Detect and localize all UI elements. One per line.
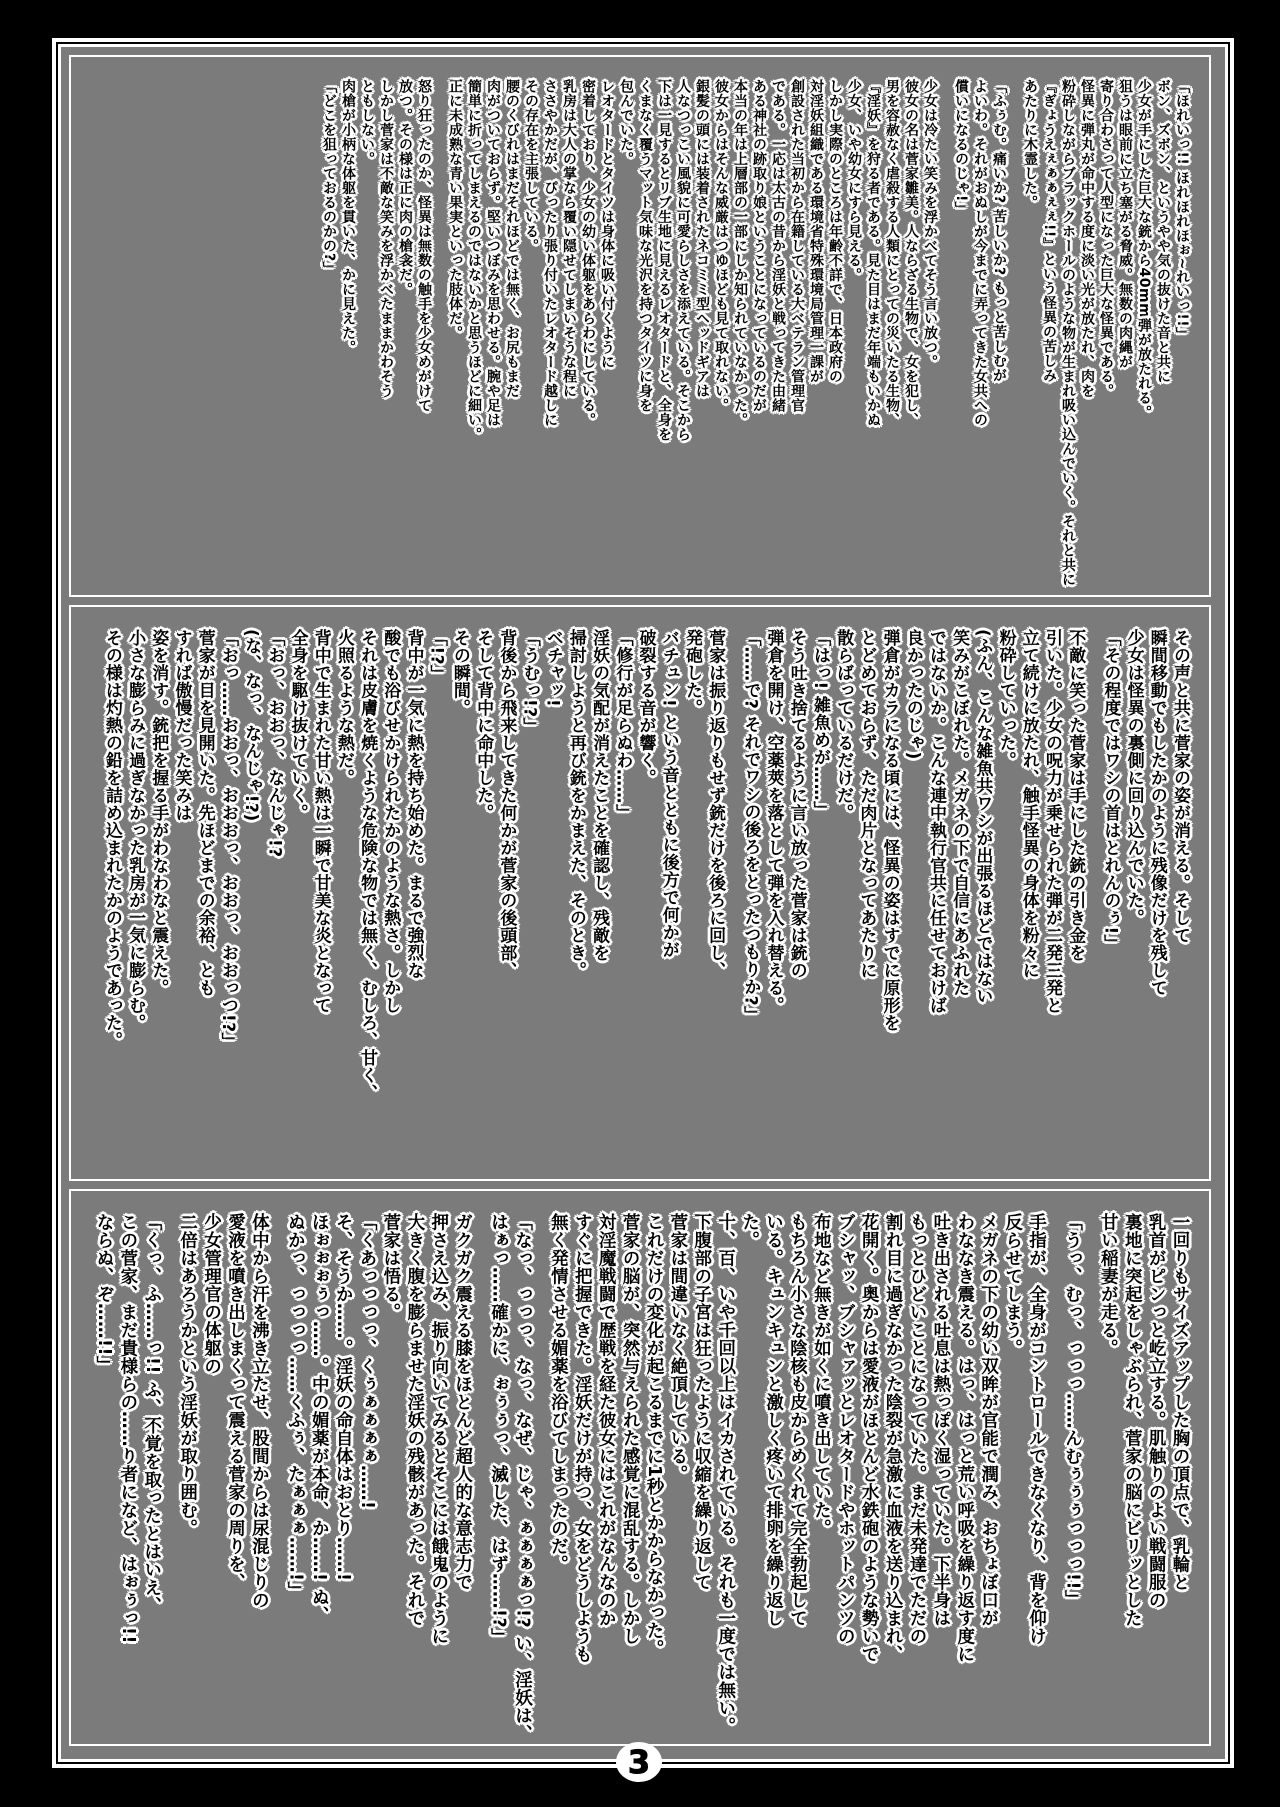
text-line: ぬかっ、っっっっ……くふぅ、たぁぁぁ……!」	[285, 1213, 306, 1600]
text-line: 銀髪の頭には装着されたネコミミ型ヘッドギアは	[694, 79, 710, 398]
text-line: 対淫魔戦闘で歴戦を経た彼女にはこれがなんなのか	[596, 1213, 617, 1627]
text-line: 男を容赦なく虐殺する人類にとっての災いたる生物、	[884, 79, 900, 427]
text-line: 少女は怪異の裏側に回り込んでいた。	[1123, 629, 1144, 927]
text-line: 姿を消す。銃把を握る手がわなわなと震えた。	[148, 629, 169, 997]
text-line: 散らばっているだけだ。	[833, 629, 854, 822]
text-line: ほぉぉぉぅっ……。中の媚薬が本命、か……! ぬ、	[309, 1213, 330, 1625]
text-line: 下は一見するとリブ生地に見えるレオタードと、全身を	[656, 79, 672, 442]
text-line: 花開く。奥からは愛液がほとんど水鉄砲のような勢いで	[859, 1213, 880, 1663]
paragraph-gap	[1008, 79, 1020, 581]
text-panel-bottom	[69, 1189, 1211, 1746]
text-line: 菅家は悟る。	[380, 1213, 401, 1321]
text-line: その様は灼熱の鉛を詰め込まれたかのようであった。	[101, 629, 122, 1049]
text-line: 愛液を噴き出しまくって震える菅家の周りを、	[225, 1213, 246, 1591]
text-line: 「……で? それでワシの後ろをとったつもりか?」	[740, 629, 761, 1024]
text-line: 布地など無きが如くに噴き出していた。	[811, 1213, 832, 1537]
text-line: 背中で生まれた甘い熱は一瞬で甘美な炎となって	[310, 629, 331, 1014]
text-line: 本当の年は上層部の一部にしか知られていなかった。	[732, 79, 748, 427]
text-line: レオタードとタイツは身体に吸い付くように	[599, 79, 615, 369]
text-line: 人なつっこい風貌に可愛らしさを添えている。そこから	[675, 79, 691, 442]
text-line: 菅家が目を見開いた。先ほどまでの余裕、とも	[194, 629, 215, 997]
text-line: ささやかだが、ぴったり張り付いたレオタード越しに	[542, 79, 558, 427]
text-line: しかし実際のところは年齢不詳で、日本政府の	[827, 79, 843, 384]
text-line: ボン、ズボン、というやや気の抜けた音と共に	[1155, 79, 1171, 384]
text-line: 一回りもサイズアップした胸の頂点で、乳輪と	[1170, 1213, 1190, 1591]
text-line: 怒り狂ったのか、怪異は無数の触手を少女めがけて	[416, 79, 432, 413]
text-line: 対淫妖組織である環境省特殊環境局管理一課が	[808, 79, 824, 384]
text-line: 放つ。その様は正に肉の槍衾だ。	[397, 79, 413, 297]
text-line: ブシャッ、ブシャァッとレオタードやホットパンツの	[835, 1213, 856, 1645]
text-line: 「修行が足らぬわ……」	[612, 629, 633, 822]
text-line: 手指が、全身がコントロールできなくなり、背を仰け	[1026, 1213, 1047, 1645]
paragraph-gap	[474, 1213, 486, 1730]
text-line: 発砲した。	[681, 629, 702, 717]
text-line: 破裂する音が響く。	[635, 629, 656, 787]
text-line: この菅家、まだ貴様らの……り者になど、はぉぅっ!!	[117, 1213, 138, 1644]
text-line: その存在を主張している。	[523, 79, 539, 253]
text-line: (な、なっ、なんじゃ!?)	[241, 629, 262, 822]
text-line: そ、そうか……。淫妖の命自体はおとり……!	[333, 1213, 354, 1582]
text-line: もっとひどいことになっていた。まだ未発達でただの	[906, 1213, 927, 1645]
text-line: そして背中に命中した。	[473, 629, 494, 822]
text-panel-middle	[69, 605, 1211, 1181]
text-line: 良かったのじゃ)	[902, 629, 923, 760]
text-line: た。	[739, 1213, 760, 1249]
text-line: 「うっ、むっ、っっっ……んむぅぅぅっっっ!!」	[1062, 1213, 1083, 1608]
text-line: 「なっ、っっっ、なっ、なぜ、じゃ、ぁぁぁぁっ!? い、淫妖は、	[512, 1213, 533, 1743]
text-line: ベチャッ!	[542, 629, 563, 708]
text-line: 掃討しようと再び銃をかまえた、そのとき。	[565, 629, 586, 979]
text-line: 「おっ……おおっ、おおおっ、おおっ、おおっつ!?」	[217, 629, 238, 1051]
text-line: その瞬間。	[449, 629, 470, 717]
page-number: 3	[616, 1742, 662, 1782]
text-line: くまなく覆うマット気味な光沢を持つタイツに身を	[637, 79, 653, 413]
text-line: 正に未成熟な青い果実といった肢体だ。	[447, 79, 463, 340]
text-line: 肉がついておらず。堅いつぼみを思わせる。腕や足は	[485, 79, 501, 427]
text-line: 少女管理官の体躯の	[201, 1213, 222, 1375]
panel-text	[71, 607, 1209, 1179]
text-line: 全身を駆け抜けていく。	[287, 629, 308, 822]
text-line: 淫妖の気配が消えたことを確認し、残敵を	[589, 629, 610, 962]
text-line: 体中から汗を沸き立たせ、股間からは尿混じりの	[249, 1213, 270, 1609]
text-line: 大きく腹を膨らませた淫妖の残骸があった。それで	[404, 1213, 425, 1627]
panel-text	[71, 57, 1209, 595]
text-line: 「おっ、おおっ、なんじゃ!?	[264, 629, 285, 858]
text-line: 粉砕していった。	[995, 629, 1016, 769]
text-line: 少女、いや幼女にすら見える。	[846, 79, 862, 282]
text-line: 乳房は大人の掌なら覆い隠せてしまいそうな程に	[561, 79, 577, 398]
text-line: 乳首がピンっと屹立する。肌触りのよい戦闘服の	[1146, 1213, 1167, 1609]
paragraph-gap	[533, 1213, 545, 1730]
text-line: 腰のくびれはまだそれほどでは無く、お尻もまだ	[504, 79, 520, 398]
text-line: 二倍はあろうかという淫妖が取り囲む。	[177, 1213, 198, 1537]
text-line: バチュン! という音とともに後方で何かが	[658, 629, 679, 959]
text-line: 背後から飛来してきた何かが菅家の後頭部、	[496, 629, 517, 979]
text-line: その声と共に菅家の姿が消える。そして	[1170, 629, 1190, 944]
text-line: ではないか。こんな連中執行官共に任せておけば	[925, 629, 946, 1014]
text-line: 「うむっ!?」	[519, 629, 540, 736]
text-line: 償いになるのじゃ!」	[953, 79, 969, 217]
paragraph-gap	[1083, 1213, 1095, 1730]
text-line: ならぬ、ぞ……!!」	[93, 1213, 114, 1374]
text-line: 菅家の脳が、突然与えられた感覚に混乱する。しかし	[620, 1213, 641, 1645]
text-line: 酸でも浴びせかけられたかのような熱さ。しかし	[380, 629, 401, 1014]
manga-page	[58, 44, 1228, 1762]
text-line: メガネの下の幼い双眸が官能で潤み、おちょぼ口が	[978, 1213, 999, 1627]
text-line: 「!?」	[426, 629, 447, 683]
text-line: 少女は冷たい笑みを浮かべてそう言い放つ。	[922, 79, 938, 369]
text-line: 菅家は振り返りもせず銃だけを後ろに回し、	[705, 629, 726, 979]
text-line: 吐き出される吐息は熱っぽく湿っていた。下半身は	[930, 1213, 951, 1627]
panel-text	[71, 1191, 1209, 1744]
text-line: 裏地に突起をしゃぶられ、菅家の脳にビリッとした	[1122, 1213, 1143, 1627]
text-line: 『淫妖』を狩る者である。見た目はまだ年端もいかぬ	[865, 79, 881, 427]
text-line: 引いた。少女の呪力が乗せられた弾が二発三発と	[1041, 629, 1062, 1014]
paragraph-gap	[726, 629, 738, 1165]
text-line: 弾倉がカラになる頃には、怪異の姿はすでに原形を	[879, 629, 900, 1032]
text-line: 不敵に笑った菅家は手にした銃の引き金を	[1065, 629, 1086, 962]
text-panel-top	[69, 55, 1211, 597]
text-line: 「その程度ではワシの首はとれんのぅ!」	[1100, 629, 1121, 953]
text-line: 「くっ、ふ……っ!! ふ、不覚を取ったとはいえ、	[141, 1213, 162, 1615]
text-line: 割れ目に過ぎなかった陰裂が急激に血液を送り込まれ、	[883, 1213, 904, 1663]
paragraph-gap	[1047, 1213, 1059, 1730]
text-line: 瞬間移動でもしたかのように残像だけを残して	[1146, 629, 1167, 997]
text-line: 「はっ! 雑魚めが……」	[809, 629, 830, 819]
paragraph-gap	[1086, 629, 1098, 1165]
text-line: 立て続けに放たれ、触手怪異の身体を粉々に	[1018, 629, 1039, 979]
text-line: 小さな膨らみに過ぎなかった乳房が一気に膨らむ。	[125, 629, 146, 1032]
paragraph-gap	[433, 79, 445, 581]
text-line: 背中が一気に熱を持ち始めた。まるで強烈な	[403, 629, 424, 979]
text-line: はぁっ……確かに、ぉぅぅっ、滅した、はず……!?」	[488, 1213, 509, 1647]
text-line: 押さえ込み、振り向いてみるとそこには餓鬼のように	[428, 1213, 449, 1645]
paragraph-gap	[270, 1213, 282, 1730]
text-line: 反らせてしまう。	[1002, 1213, 1023, 1357]
text-line: 甘い稲妻が走る。	[1098, 1213, 1119, 1357]
text-line: (ふん、こんな雑魚共ワシが出張るほどではない	[972, 629, 993, 1005]
text-line: 少女が手にした巨大な銃から40mm弾が放たれる。	[1136, 79, 1152, 420]
text-line: すれば傲慢だった笑みは	[171, 629, 192, 822]
text-line: ある神社の跡取り娘ということになっているのだが	[751, 79, 767, 413]
text-line: 寄り合わさって人型になった巨大な怪異である。	[1098, 79, 1114, 398]
text-line: 十、百、いや千回以上はイカされている。それも一度では無い。	[715, 1213, 736, 1735]
text-line: 創設された当初から在籍している大ベテラン管理官	[789, 79, 805, 413]
text-line: すぐに把握できた。淫妖だけが持つ、女をどうしようも	[572, 1213, 593, 1663]
text-line: 怪異に弾丸が命中する度に淡い光が放たれ、肉を	[1079, 79, 1095, 398]
text-line: いる。キュンキュンと激しく疼いて排卵を繰り返し	[763, 1213, 784, 1627]
text-line: 無く発情させる媚薬を浴びてしまったのだ。	[548, 1213, 569, 1573]
text-line: 粉砕しながらブラックホールのような物が生まれ吸い込んでいく。それと共に	[1060, 79, 1076, 587]
text-line: 下腹部の子宮は狂ったように収縮を繰り返して	[691, 1213, 712, 1591]
text-line: とどめておらず、ただ肉片となってあたりに	[856, 629, 877, 979]
text-line: それは皮膚を焼くような危険な物では無く、むしろ、甘く、	[357, 629, 378, 1102]
text-line: そう吐き捨てるように言い放った菅家は銃の	[786, 629, 807, 979]
text-line: 肉槍が小柄な体躯を貫いた、かに見えた。	[340, 79, 356, 355]
text-line: 彼女の名は菅家雛美。人ならざる生物で、女を犯し、	[903, 79, 919, 427]
text-line: 菅家は間違いなく絶頂している。	[667, 1213, 688, 1483]
text-line: ガクガク震える膝をほとんど超人的な意志力で	[452, 1213, 473, 1591]
text-line: 「くあっっっっ、くぅぁぁぁぁ……!	[357, 1213, 377, 1510]
text-line: 彼女からはそんな威厳はつゆほども見て取れない。	[713, 79, 729, 413]
paragraph-gap	[939, 79, 951, 581]
text-line: ともしない。	[359, 79, 375, 166]
paragraph-gap	[163, 1213, 175, 1730]
text-line: 『ぎょうえぇぁぁぇぇ!!』という怪異の苦しみ	[1041, 79, 1057, 383]
text-line: これだけの変化が起こるまでに1秒とかからなかった。	[643, 1213, 664, 1658]
text-line: 包んでいた。	[618, 79, 634, 166]
text-line: あたりに木霊した。	[1022, 79, 1038, 210]
text-line: である。一応は太古の昔から淫妖と戦ってきた由緒	[770, 79, 786, 413]
text-line: しかし菅家は不敵な笑みを浮かべたままかわそう	[378, 79, 394, 398]
text-line: よいわ。それがおぬしが今までに弄ってきた女共への	[972, 79, 988, 427]
text-line: 密着しており、少女の幼い体躯をあらわにしている。	[580, 79, 596, 427]
text-line: 火照るような熱だ。	[333, 629, 354, 787]
text-line: 「ほれいっ!! ほれほれほぉ~れいっ!!」	[1174, 79, 1190, 342]
text-line: 弾倉を開け、空薬莢を落として弾を入れ替える。	[763, 629, 784, 1014]
text-line: 「どこを狙っておるのかの?」	[321, 79, 337, 277]
text-line: 狙うは眼前に立ち塞がる脅威。無数の肉縄が	[1117, 79, 1133, 369]
text-line: もちろん小さな陰核も皮からめくれて完全勃起して	[787, 1213, 808, 1627]
text-line: 簡単に折ってしまえるのではないかと思うほどに細い。	[466, 79, 482, 442]
text-line: わななき震える。はっ、はっと荒い呼吸を繰り返す度に	[954, 1213, 975, 1663]
text-line: 笑みがこぼれた。メガネの下で自信にあふれた	[949, 629, 970, 997]
text-line: 「ふぅむ。痛いか? 苦しいか? もっと苦しむが	[991, 79, 1007, 383]
